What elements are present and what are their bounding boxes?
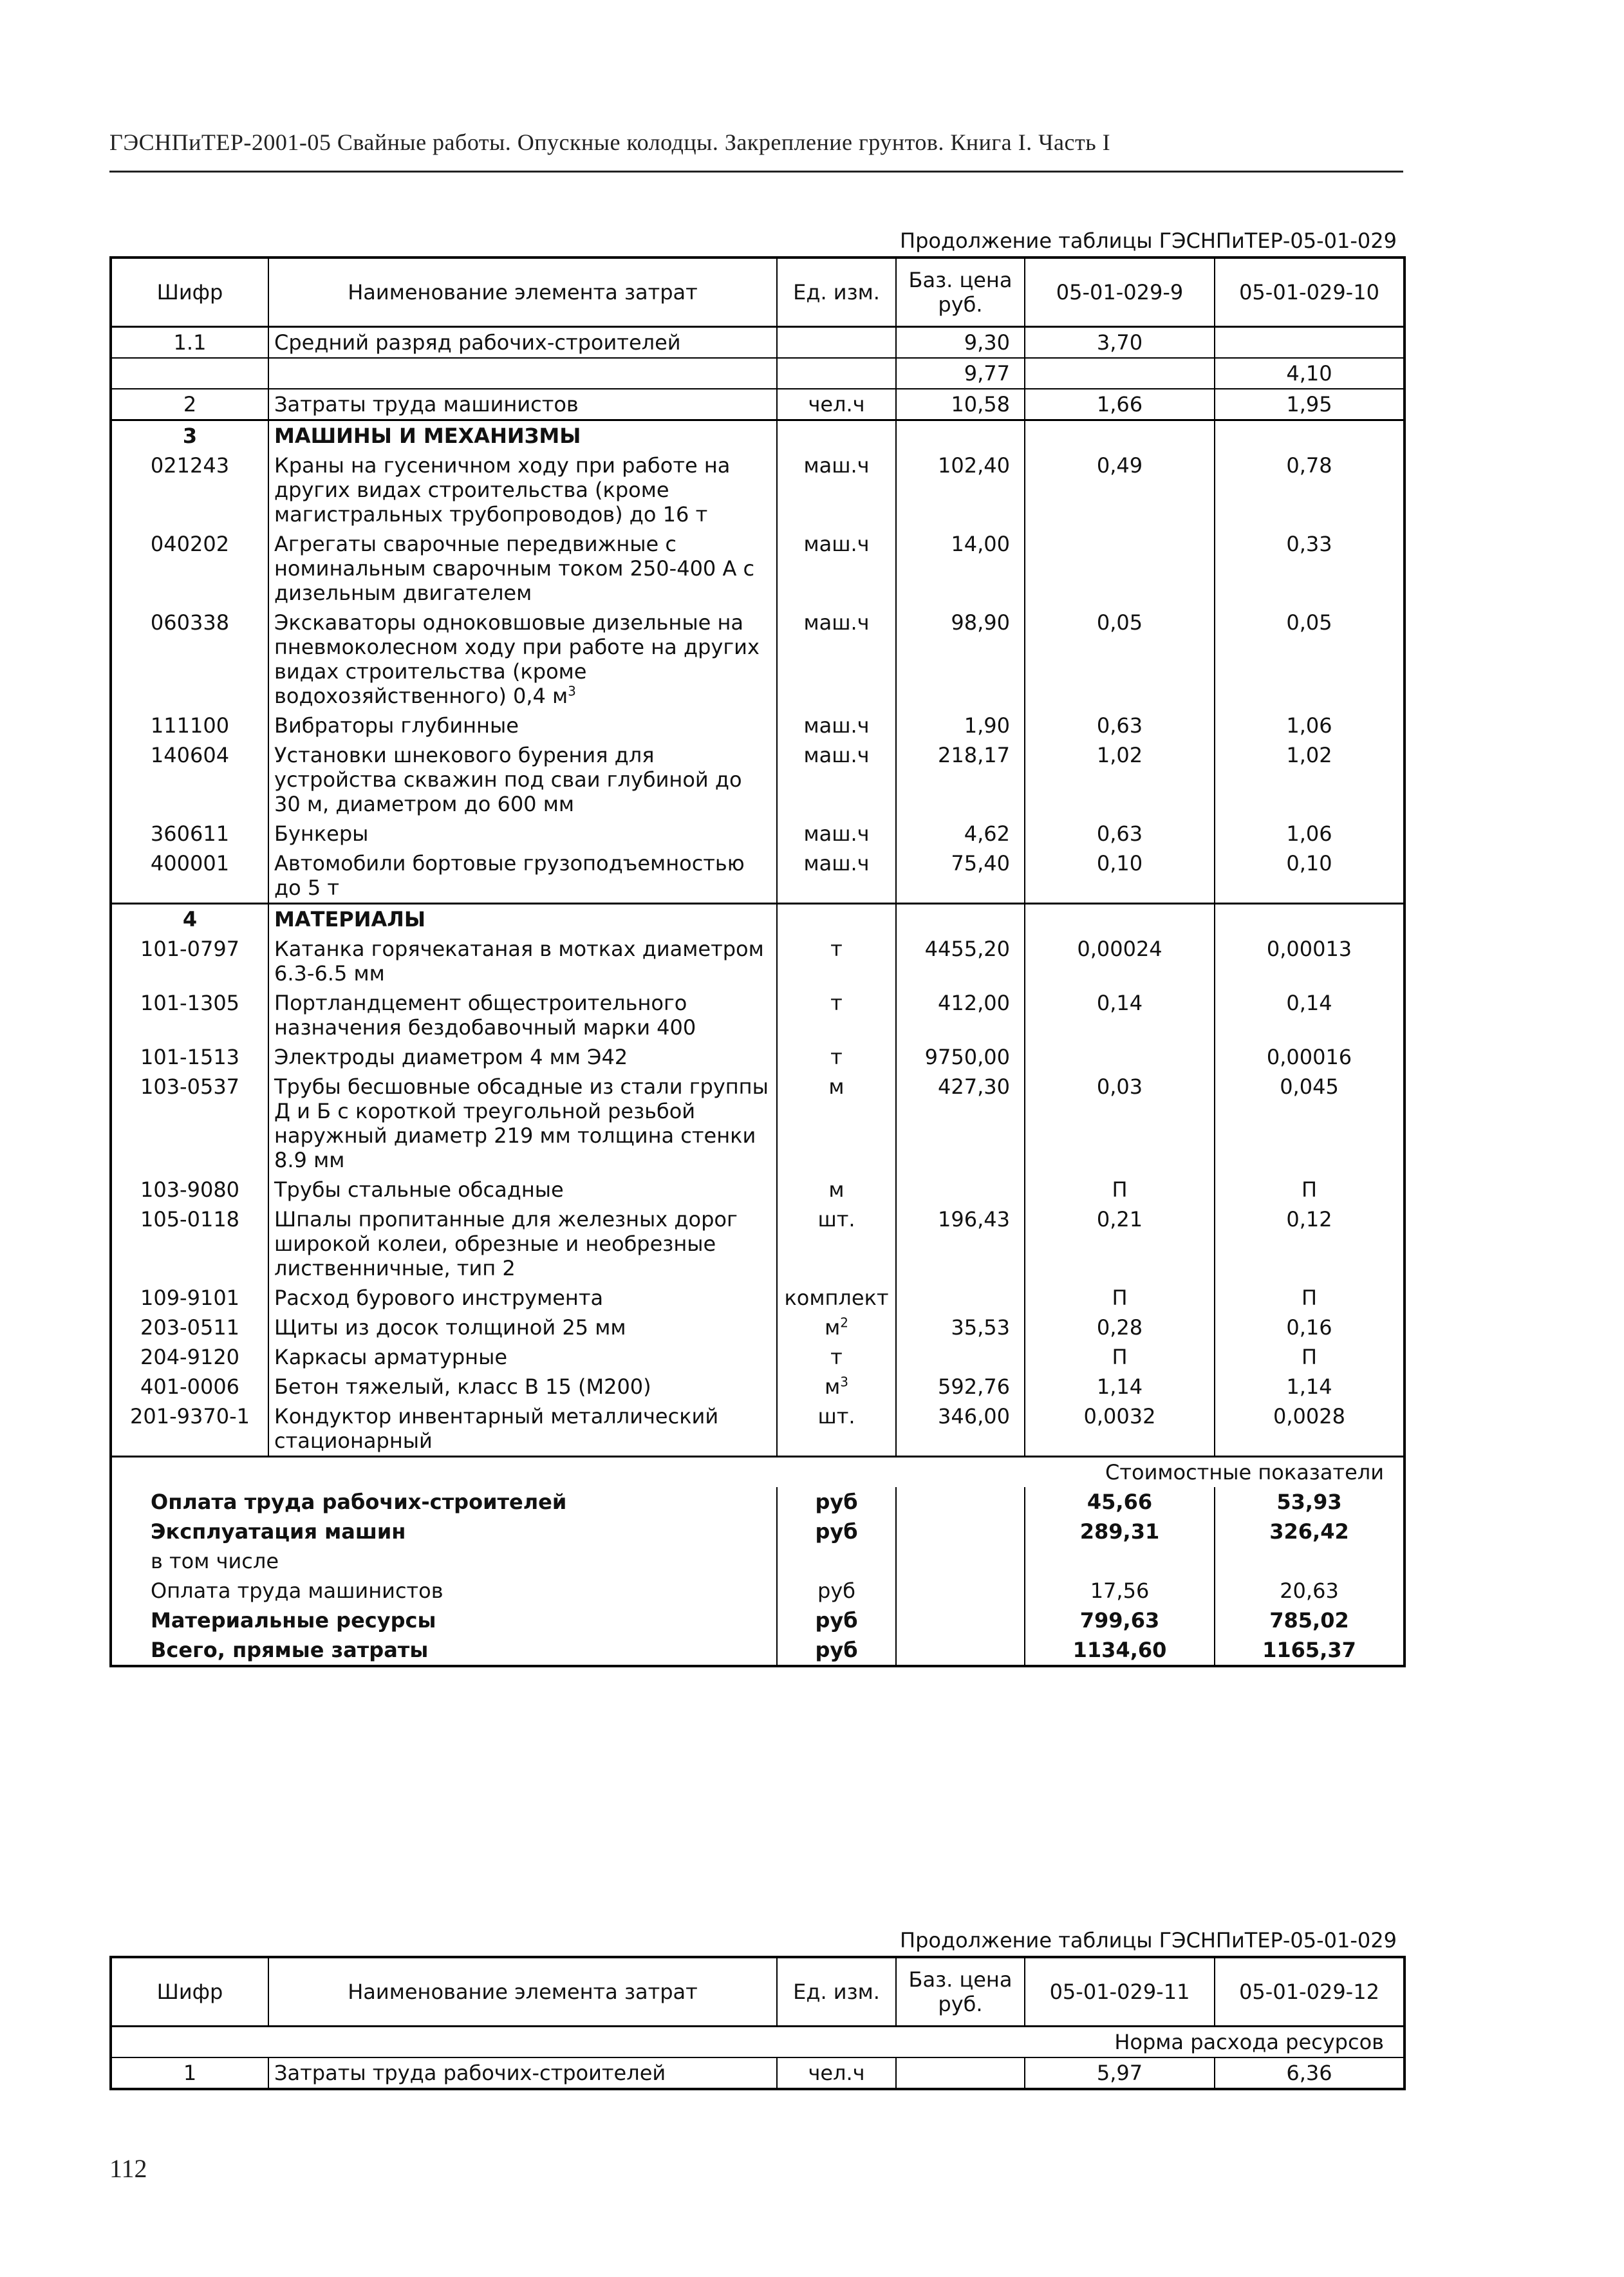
value-029-9: 1,66: [1025, 389, 1215, 420]
total-value-029-10: 326,42: [1215, 1517, 1405, 1546]
table1-header-row: [111, 258, 1405, 327]
resource-code: 101-0797: [111, 934, 268, 988]
value-029-9: [1025, 1042, 1215, 1072]
total-value-029-9: 17,56: [1025, 1576, 1215, 1606]
resource-name: Щиты из досок толщиной 25 мм: [268, 1313, 777, 1342]
resource-name: Бетон тяжелый, класс В 15 (М200): [268, 1372, 777, 1401]
resource-unit-text: м: [825, 1374, 841, 1399]
total-price-empty: [896, 1487, 1025, 1517]
value-029-10: 0,14: [1215, 988, 1405, 1042]
norm-title: Норма расхода ресурсов: [111, 2027, 1405, 2058]
resource-unit: [777, 420, 896, 451]
resource-code: 103-0537: [111, 1072, 268, 1175]
value-029-10: 1,95: [1215, 389, 1405, 420]
resource-unit: маш.ч: [777, 819, 896, 848]
resource-name: Вибраторы глубинные: [268, 711, 777, 740]
total-price-empty: [896, 1606, 1025, 1635]
col-v1-header: 05-01-029-11: [1025, 1957, 1215, 2027]
table-row: [111, 2057, 1405, 2089]
resource-name: МАТЕРИАЛЫ: [268, 904, 777, 935]
value-029-9: 0,00024: [1025, 934, 1215, 988]
total-value-029-9: [1025, 1546, 1215, 1576]
value-029-10: [1215, 904, 1405, 935]
resource-name: Расход бурового инструмента: [268, 1283, 777, 1313]
resource-unit: комплект: [777, 1283, 896, 1313]
value-029-9: 0,63: [1025, 711, 1215, 740]
resource-unit: [777, 904, 896, 935]
header-rule: [109, 171, 1403, 173]
value-029-10: [1215, 327, 1405, 359]
resource-code: 060338: [111, 608, 268, 711]
total-value-029-10: [1215, 1546, 1405, 1576]
value-029-9: 0,0032: [1025, 1401, 1215, 1457]
total-name: Оплата труда машинистов: [111, 1576, 777, 1606]
value-029-12: 6,36: [1215, 2057, 1405, 2089]
resource-code: 204-9120: [111, 1342, 268, 1372]
col-price-header: Баз. цена руб.: [896, 258, 1025, 327]
resource-code: 111100: [111, 711, 268, 740]
value-029-10: 0,0028: [1215, 1401, 1405, 1457]
table-row: [111, 904, 1405, 935]
total-name: Всего, прямые затраты: [111, 1635, 777, 1666]
resource-unit: м: [777, 1072, 896, 1175]
table-row: [111, 988, 1405, 1042]
resource-code: 4: [111, 904, 268, 935]
resource-name: Бункеры: [268, 819, 777, 848]
total-unit: руб: [777, 1606, 896, 1635]
table-row: [111, 358, 1405, 389]
base-price: 346,00: [896, 1401, 1025, 1457]
resource-name: Автомобили бортовые грузоподъемностью до 5 т: [268, 848, 777, 904]
value-029-9: [1025, 904, 1215, 935]
value-029-9: П: [1025, 1175, 1215, 1204]
table-row: [111, 848, 1405, 904]
table-row: [111, 529, 1405, 608]
base-price: 4,62: [896, 819, 1025, 848]
resource-unit: маш.ч: [777, 529, 896, 608]
resource-unit: шт.: [777, 1204, 896, 1283]
total-value-029-9: 1134,60: [1025, 1635, 1215, 1666]
resource-code: 101-1305: [111, 988, 268, 1042]
total-name: Оплата труда рабочих-строителей: [111, 1487, 777, 1517]
total-value-029-10: 785,02: [1215, 1606, 1405, 1635]
totals-row: [111, 1635, 1405, 1666]
value-029-9: 1,02: [1025, 740, 1215, 819]
resource-name: МАШИНЫ И МЕХАНИЗМЫ: [268, 420, 777, 451]
total-name: Эксплуатация машин: [111, 1517, 777, 1546]
table-row: [111, 1072, 1405, 1175]
page-number: 112: [109, 2154, 147, 2183]
resource-name: Затраты труда машинистов: [268, 389, 777, 420]
table-row: [111, 1283, 1405, 1313]
resource-code: 105-0118: [111, 1204, 268, 1283]
total-value-029-10: 20,63: [1215, 1576, 1405, 1606]
cost-table-1: [109, 256, 1406, 1667]
total-unit: руб: [777, 1576, 896, 1606]
resource-name: Электроды диаметром 4 мм Э42: [268, 1042, 777, 1072]
value-029-9: 0,14: [1025, 988, 1215, 1042]
resource-unit-superscript: 3: [840, 1374, 848, 1390]
col-v1-header: 05-01-029-9: [1025, 258, 1215, 327]
value-029-10: 0,12: [1215, 1204, 1405, 1283]
resource-code: 360611: [111, 819, 268, 848]
resource-name-text: Экскаваторы одноковшовые дизельные на пневмоколесном ходу при работе на других видах строительства (кроме водохозяйственного) 0,4 м: [274, 610, 760, 708]
resource-code: 021243: [111, 451, 268, 529]
totals-row: [111, 1517, 1405, 1546]
value-029-10: 1,14: [1215, 1372, 1405, 1401]
base-price: 10,58: [896, 389, 1025, 420]
resource-code: 201-9370-1: [111, 1401, 268, 1457]
value-029-10: 0,16: [1215, 1313, 1405, 1342]
table1-totals: [111, 1457, 1405, 1667]
value-029-10: 0,10: [1215, 848, 1405, 904]
resource-unit: т: [777, 988, 896, 1042]
resource-name: Агрегаты сварочные передвижные с номинальным сварочным током 250-400 А с дизельным двигателем: [268, 529, 777, 608]
base-price: 196,43: [896, 1204, 1025, 1283]
resource-name: Шпалы пропитанные для железных дорог широкой колеи, обрезные и необрезные лиственничные, тип 2: [268, 1204, 777, 1283]
value-029-9: П: [1025, 1342, 1215, 1372]
value-029-9: П: [1025, 1283, 1215, 1313]
col-name-header: Наименование элемента затрат: [268, 1957, 777, 2027]
total-name: в том числе: [111, 1546, 777, 1576]
value-029-10: П: [1215, 1283, 1405, 1313]
base-price: 35,53: [896, 1313, 1025, 1342]
col-unit-header: Ед. изм.: [777, 1957, 896, 2027]
resource-code: 203-0511: [111, 1313, 268, 1342]
resource-unit: чел.ч: [777, 389, 896, 420]
resource-unit: [777, 327, 896, 359]
table1-caption: Продолжение таблицы ГЭСНПиТЕР-05-01-029: [900, 229, 1397, 253]
base-price: 14,00: [896, 529, 1025, 608]
value-029-9: 0,28: [1025, 1313, 1215, 1342]
table-row: [111, 1401, 1405, 1457]
value-029-10: 0,78: [1215, 451, 1405, 529]
resource-unit: маш.ч: [777, 848, 896, 904]
resource-name: Каркасы арматурные: [268, 1342, 777, 1372]
value-029-10: 0,00013: [1215, 934, 1405, 988]
total-price-empty: [896, 1576, 1025, 1606]
value-029-10: 0,05: [1215, 608, 1405, 711]
total-name: Материальные ресурсы: [111, 1606, 777, 1635]
total-unit: руб: [777, 1517, 896, 1546]
base-price: [896, 2057, 1025, 2089]
resource-name: [268, 358, 777, 389]
resource-unit: [777, 358, 896, 389]
base-price: 75,40: [896, 848, 1025, 904]
table2-caption: Продолжение таблицы ГЭСНПиТЕР-05-01-029: [900, 1928, 1397, 1953]
resource-name: [268, 608, 777, 711]
resource-code: 040202: [111, 529, 268, 608]
value-029-9: 0,10: [1025, 848, 1215, 904]
base-price: 9,77: [896, 358, 1025, 389]
resource-code: 101-1513: [111, 1042, 268, 1072]
col-code-header: Шифр: [111, 258, 268, 327]
totals-row: [111, 1606, 1405, 1635]
table-row: [111, 934, 1405, 988]
total-price-empty: [896, 1517, 1025, 1546]
table-row: [111, 389, 1405, 420]
resource-code: 2: [111, 389, 268, 420]
value-029-9: 0,21: [1025, 1204, 1215, 1283]
total-price-empty: [896, 1635, 1025, 1666]
resource-name: Катанка горячекатаная в мотках диаметром 6.3-6.5 мм: [268, 934, 777, 988]
value-029-10: 4,10: [1215, 358, 1405, 389]
resource-unit: маш.ч: [777, 740, 896, 819]
base-price: 427,30: [896, 1072, 1025, 1175]
total-value-029-10: 1165,37: [1215, 1635, 1405, 1666]
resource-unit: маш.ч: [777, 608, 896, 711]
resource-unit: маш.ч: [777, 711, 896, 740]
resource-name: Портландцемент общестроительного назначения бездобавочный марки 400: [268, 988, 777, 1042]
resource-code: [111, 358, 268, 389]
base-price: 9,30: [896, 327, 1025, 359]
resource-name: Трубы стальные обсадные: [268, 1175, 777, 1204]
resource-code: 400001: [111, 848, 268, 904]
base-price: [896, 420, 1025, 451]
base-price: 9750,00: [896, 1042, 1025, 1072]
table-row: [111, 1175, 1405, 1204]
resource-code: 1: [111, 2057, 268, 2089]
table-row: [111, 1372, 1405, 1401]
table-row: [111, 1204, 1405, 1283]
table-row: [111, 420, 1405, 451]
value-029-9: 1,14: [1025, 1372, 1215, 1401]
resource-unit-superscript: 2: [840, 1315, 848, 1331]
value-029-10: [1215, 420, 1405, 451]
resource-name: Кондуктор инвентарный металлический стационарный: [268, 1401, 777, 1457]
value-029-10: 0,00016: [1215, 1042, 1405, 1072]
value-029-10: П: [1215, 1342, 1405, 1372]
resource-unit-text: м: [825, 1315, 841, 1340]
cost-table-2: [109, 1956, 1406, 2090]
resource-unit: т: [777, 934, 896, 988]
totals-row: [111, 1487, 1405, 1517]
resource-unit: м: [777, 1175, 896, 1204]
table2-body: [111, 2027, 1405, 2090]
table-row: [111, 608, 1405, 711]
col-code-header: Шифр: [111, 1957, 268, 2027]
value-029-9: [1025, 358, 1215, 389]
value-029-9: 0,03: [1025, 1072, 1215, 1175]
table-row: [111, 1313, 1405, 1342]
value-029-10: 0,045: [1215, 1072, 1405, 1175]
table-row: [111, 819, 1405, 848]
value-029-10: 1,06: [1215, 819, 1405, 848]
table1-body: [111, 327, 1405, 1457]
resource-code: 401-0006: [111, 1372, 268, 1401]
value-029-10: П: [1215, 1175, 1405, 1204]
base-price: 4455,20: [896, 934, 1025, 988]
totals-row: [111, 1576, 1405, 1606]
value-029-10: 0,33: [1215, 529, 1405, 608]
resource-name: Средний разряд рабочих-строителей: [268, 327, 777, 359]
value-029-9: [1025, 420, 1215, 451]
value-029-9: 0,49: [1025, 451, 1215, 529]
col-v2-header: 05-01-029-12: [1215, 1957, 1405, 2027]
base-price: [896, 1283, 1025, 1313]
value-029-9: [1025, 529, 1215, 608]
base-price: [896, 1342, 1025, 1372]
resource-unit: чел.ч: [777, 2057, 896, 2089]
running-header: ГЭСНПиТЕР-2001-05 Свайные работы. Опускные колодцы. Закрепление грунтов. Книга I. Часть I: [109, 129, 1111, 155]
total-unit: руб: [777, 1635, 896, 1666]
resource-unit: [777, 1313, 896, 1342]
table-row: [111, 1342, 1405, 1372]
total-value-029-9: 799,63: [1025, 1606, 1215, 1635]
resource-unit: маш.ч: [777, 451, 896, 529]
base-price: 98,90: [896, 608, 1025, 711]
value-029-10: 1,02: [1215, 740, 1405, 819]
col-unit-header: Ед. изм.: [777, 258, 896, 327]
totals-title: Стоимостные показатели: [111, 1457, 1405, 1488]
resource-name: Установки шнекового бурения для устройства скважин под сваи глубиной до 30 м, диаметром до 600 мм: [268, 740, 777, 819]
resource-code: 103-9080: [111, 1175, 268, 1204]
table-row: [111, 711, 1405, 740]
table-row: [111, 1042, 1405, 1072]
base-price: 1,90: [896, 711, 1025, 740]
resource-code: 3: [111, 420, 268, 451]
total-value-029-10: 53,93: [1215, 1487, 1405, 1517]
table-row: [111, 740, 1405, 819]
value-029-9: 0,05: [1025, 608, 1215, 711]
total-value-029-9: 289,31: [1025, 1517, 1215, 1546]
base-price: 102,40: [896, 451, 1025, 529]
resource-name: Трубы бесшовные обсадные из стали группы Д и Б с короткой треугольной резьбой наружный диаметр 219 мм толщина стенки 8.9 мм: [268, 1072, 777, 1175]
value-029-9: 3,70: [1025, 327, 1215, 359]
base-price: 592,76: [896, 1372, 1025, 1401]
resource-name-superscript: 3: [568, 683, 576, 699]
total-unit: [777, 1546, 896, 1576]
total-price-empty: [896, 1546, 1025, 1576]
resource-unit: т: [777, 1042, 896, 1072]
resource-code: 140604: [111, 740, 268, 819]
resource-code: 1.1: [111, 327, 268, 359]
resource-unit: шт.: [777, 1401, 896, 1457]
resource-unit: [777, 1372, 896, 1401]
resource-name: Краны на гусеничном ходу при работе на других видах строительства (кроме магистральных трубопроводов) до 16 т: [268, 451, 777, 529]
total-value-029-9: 45,66: [1025, 1487, 1215, 1517]
resource-code: 109-9101: [111, 1283, 268, 1313]
total-unit: руб: [777, 1487, 896, 1517]
col-name-header: Наименование элемента затрат: [268, 258, 777, 327]
table2-header-row: [111, 1957, 1405, 2027]
value-029-9: 0,63: [1025, 819, 1215, 848]
resource-name: Затраты труда рабочих-строителей: [268, 2057, 777, 2089]
base-price: [896, 1175, 1025, 1204]
col-price-header: Баз. цена руб.: [896, 1957, 1025, 2027]
base-price: 218,17: [896, 740, 1025, 819]
value-029-11: 5,97: [1025, 2057, 1215, 2089]
totals-title-row: [111, 1457, 1405, 1488]
col-v2-header: 05-01-029-10: [1215, 258, 1405, 327]
base-price: 412,00: [896, 988, 1025, 1042]
norm-title-row: [111, 2027, 1405, 2058]
table-row: [111, 327, 1405, 359]
base-price: [896, 904, 1025, 935]
value-029-10: 1,06: [1215, 711, 1405, 740]
resource-unit: т: [777, 1342, 896, 1372]
table-row: [111, 451, 1405, 529]
totals-row: [111, 1546, 1405, 1576]
